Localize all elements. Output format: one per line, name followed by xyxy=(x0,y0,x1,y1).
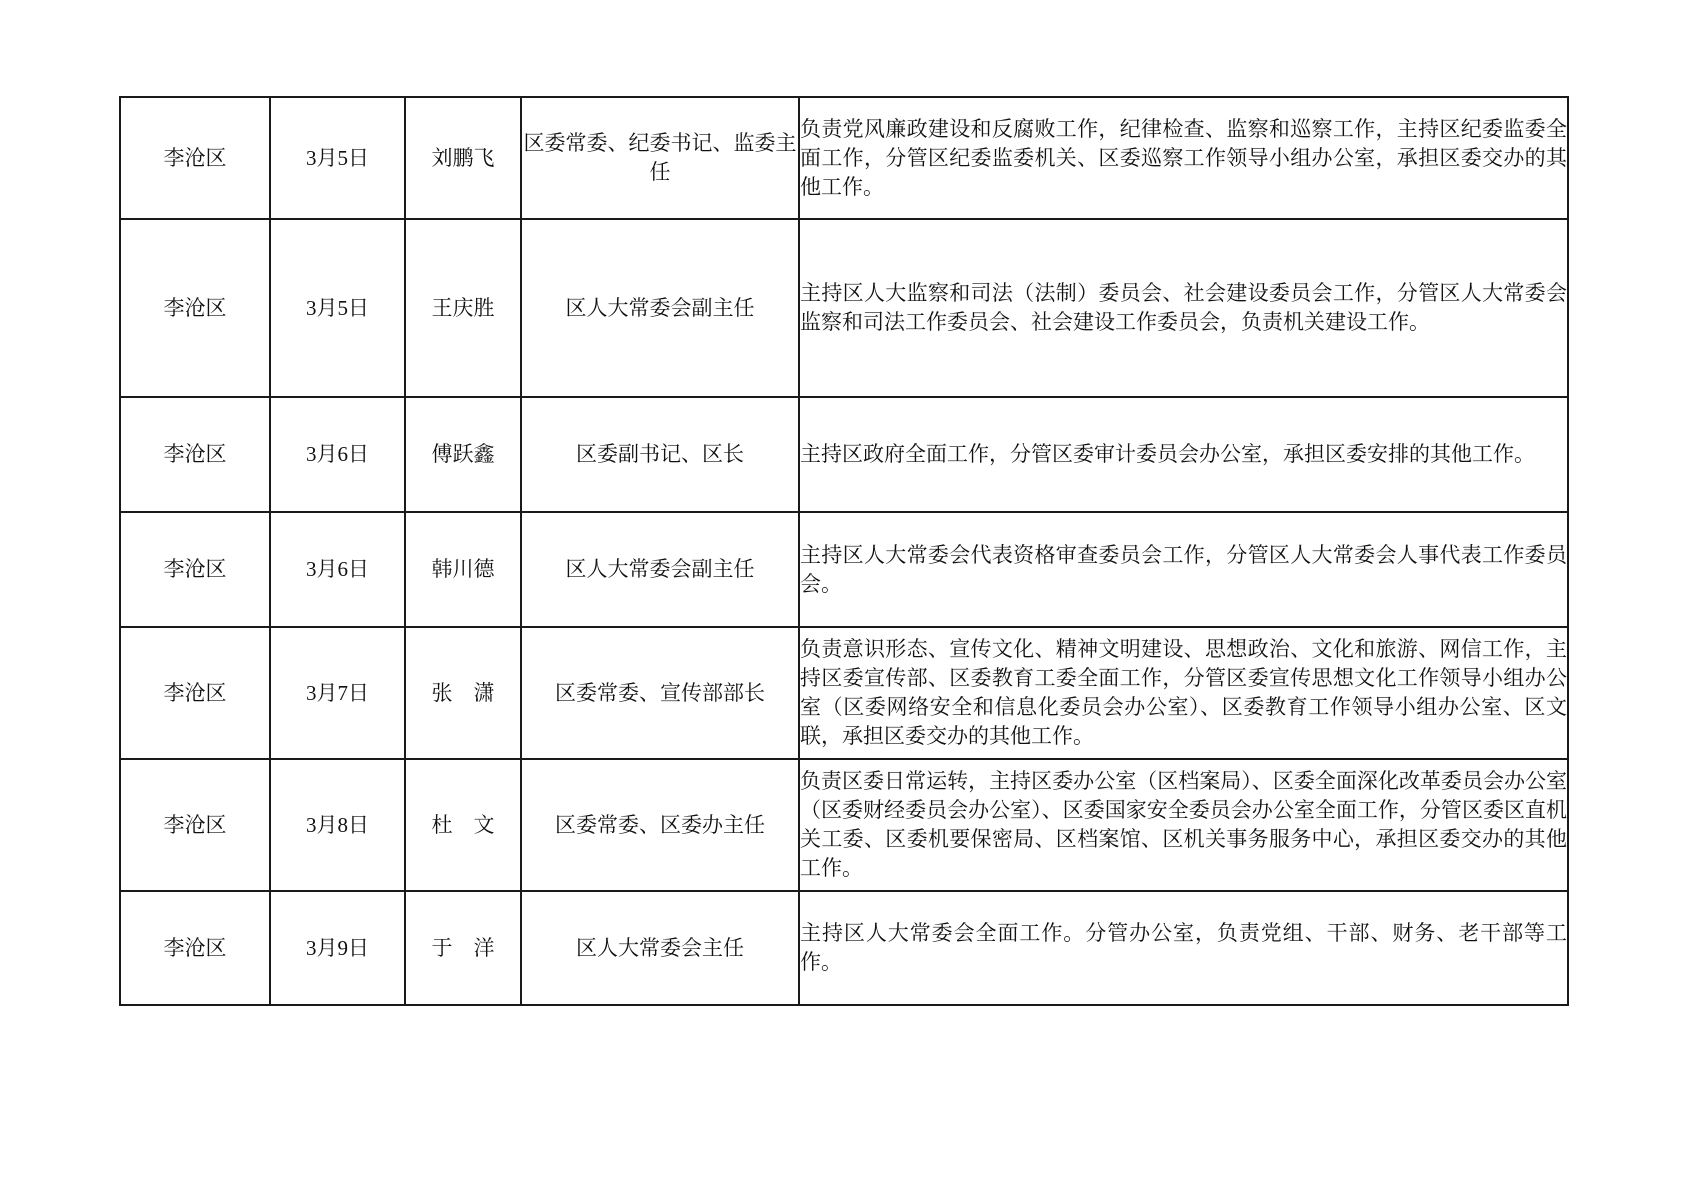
position-cell: 区委常委、区委办主任 xyxy=(521,759,799,891)
district-cell: 李沧区 xyxy=(120,891,270,1005)
name-text: 傅跃鑫 xyxy=(431,442,495,466)
table-row xyxy=(120,512,1568,627)
position-cell: 区人大常委会主任 xyxy=(521,891,799,1005)
date-cell: 3月8日 xyxy=(270,759,405,891)
table-row xyxy=(120,759,1568,891)
duties-cell: 负责意识形态、宣传文化、精神文明建设、思想政治、文化和旅游、网信工作，主持区委宣传部、区委教育工委全面工作，分管区委宣传思想文化工作领导小组办公室（区委网络安全和信息化委员会办公室）、区委教育工作领导小组办公室、区文联，承担区委交办的其他工作。 xyxy=(799,627,1568,759)
name-cell xyxy=(405,891,521,1005)
date-cell: 3月5日 xyxy=(270,219,405,397)
district-cell: 李沧区 xyxy=(120,627,270,759)
table-row xyxy=(120,627,1568,759)
date-cell: 3月7日 xyxy=(270,627,405,759)
duties-cell: 负责党风廉政建设和反腐败工作，纪律检查、监察和巡察工作，主持区纪委监委全面工作，分管区纪委监委机关、区委巡察工作领导小组办公室，承担区委交办的其他工作。 xyxy=(799,97,1568,219)
name-text: 刘鹏飞 xyxy=(431,145,495,170)
district-cell: 李沧区 xyxy=(120,219,270,397)
date-cell: 3月5日 xyxy=(270,97,405,219)
district-cell: 李沧区 xyxy=(120,97,270,219)
name-cell xyxy=(405,219,521,397)
position-cell: 区委常委、纪委书记、监委主任 xyxy=(521,97,799,219)
name-text: 王庆胜 xyxy=(431,295,495,320)
duty-table xyxy=(119,96,1569,1006)
table-row xyxy=(120,397,1568,512)
document-page xyxy=(119,96,1567,1006)
name-text: 杜 文 xyxy=(431,812,495,837)
district-cell: 李沧区 xyxy=(120,397,270,512)
name-cell xyxy=(405,627,521,759)
table-row xyxy=(120,219,1568,397)
position-cell: 区人大常委会副主任 xyxy=(521,219,799,397)
district-cell: 李沧区 xyxy=(120,759,270,891)
duties-cell: 主持区人大常委会全面工作。分管办公室，负责党组、干部、财务、老干部等工作。 xyxy=(799,891,1568,1005)
position-cell: 区委常委、宣传部部长 xyxy=(521,627,799,759)
duties-cell: 负责区委日常运转，主持区委办公室（区档案局）、区委全面深化改革委员会办公室（区委财经委员会办公室）、区委国家安全委员会办公室全面工作，分管区委区直机关工委、区委机要保密局、区档案馆、区机关事务服务中心，承担区委交办的其他工作。 xyxy=(799,759,1568,891)
name-cell xyxy=(405,397,521,512)
duties-cell: 主持区人大监察和司法（法制）委员会、社会建设委员会工作，分管区人大常委会监察和司法工作委员会、社会建设工作委员会，负责机关建设工作。 xyxy=(799,219,1568,397)
district-cell: 李沧区 xyxy=(120,512,270,627)
position-cell: 区人大常委会副主任 xyxy=(521,512,799,627)
table-row xyxy=(120,97,1568,219)
date-cell: 3月6日 xyxy=(270,397,405,512)
name-text: 张 潇 xyxy=(431,680,495,705)
name-text: 韩川德 xyxy=(431,557,495,581)
name-cell xyxy=(405,759,521,891)
name-text: 于 洋 xyxy=(431,935,495,960)
table-row xyxy=(120,891,1568,1005)
date-cell: 3月9日 xyxy=(270,891,405,1005)
name-cell xyxy=(405,512,521,627)
name-cell xyxy=(405,97,521,219)
date-cell: 3月6日 xyxy=(270,512,405,627)
duties-cell: 主持区人大常委会代表资格审查委员会工作，分管区人大常委会人事代表工作委员会。 xyxy=(799,512,1568,627)
duties-cell: 主持区政府全面工作，分管区委审计委员会办公室，承担区委安排的其他工作。 xyxy=(799,397,1568,512)
position-cell: 区委副书记、区长 xyxy=(521,397,799,512)
